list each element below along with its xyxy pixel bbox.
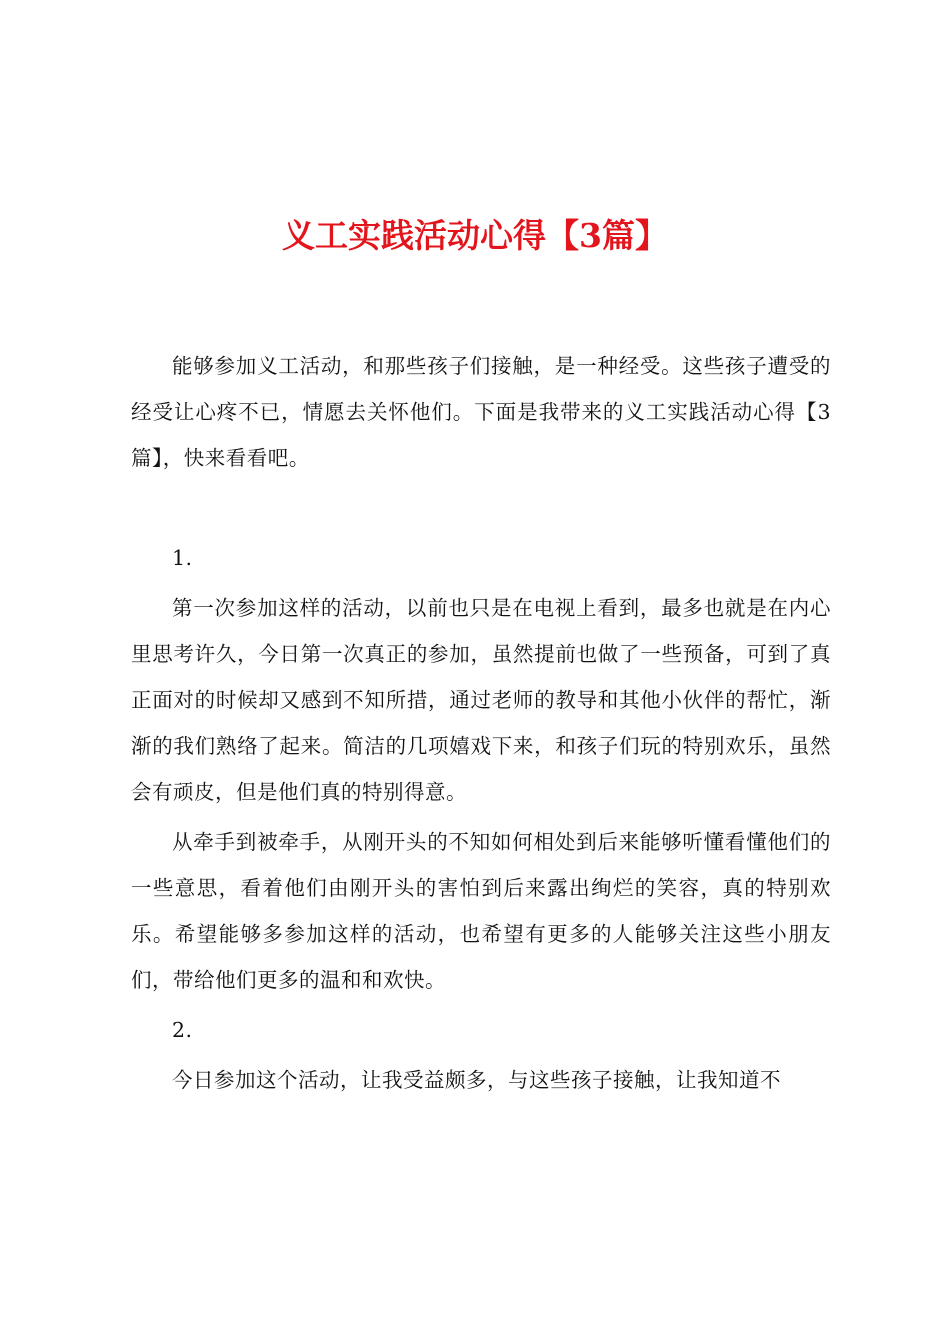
intro-paragraph: 能够参加义工活动，和那些孩子们接触，是一种经受。这些孩子遭受的经受让心疼不已，情愿去关怀他们。下面是我带来的义工实践活动心得【3篇】，快来看看吧。 — [131, 354, 831, 470]
section-number-1: 1. — [172, 546, 193, 570]
section-1-paragraph-1: 第一次参加这样的活动，以前也只是在电视上看到，最多也就是在内心里思考许久，今日第一次真正的参加，虽然提前也做了一些预备，可到了真正面对的时候却又感到不知所措，通过老师的教导和其他小伙伴的帮忙，渐渐的我们熟络了起来。简洁的几项嬉戏下来，和孩子们玩的特别欢乐，虽然会有顽皮，但是他们真的特别得意。 — [131, 596, 831, 804]
spacer — [131, 481, 831, 535]
section-2-paragraph-1: 今日参加这个活动，让我受益颇多，与这些孩子接触，让我知道不 — [172, 1068, 781, 1092]
section-1-paragraph-2: 从牵手到被牵手，从刚开头的不知如何相处到后来能够听懂看懂他们的一些意思，看着他们由刚开头的害怕到后来露出绚烂的笑容，真的特别欢乐。希望能够多参加这样的活动，也希望有更多的人能够关注这些小朋友们，带给他们更多的温和和欢快。 — [131, 830, 831, 992]
section-number-2: 2. — [172, 1018, 193, 1042]
document-body — [131, 343, 831, 1103]
document-title: 义工实践活动心得【3篇】 — [282, 216, 668, 255]
